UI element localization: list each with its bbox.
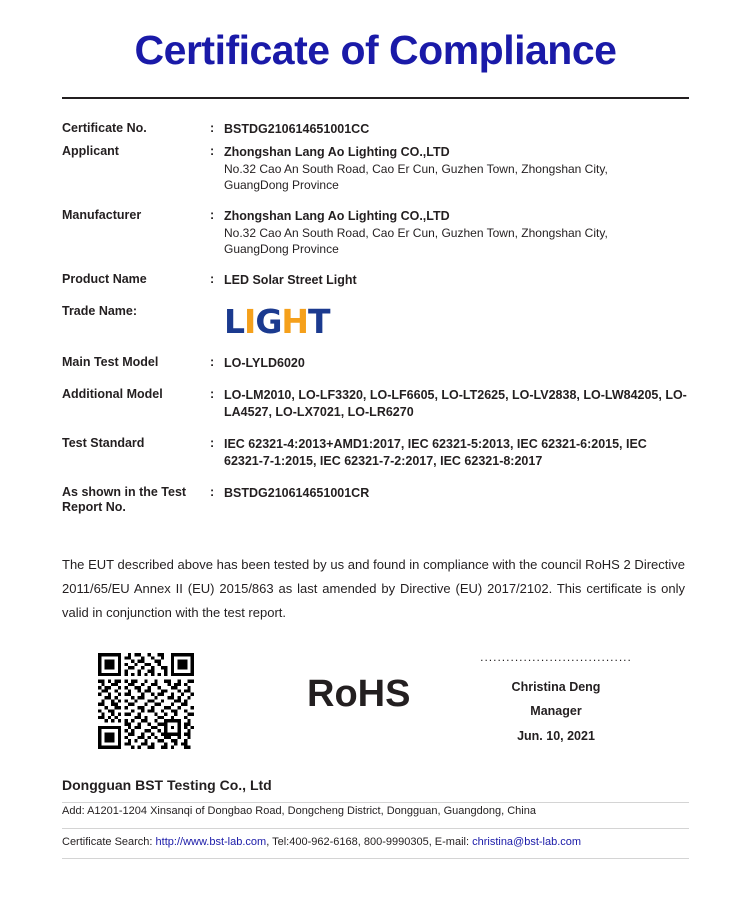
field-value <box>224 205 689 260</box>
spacer <box>62 473 689 482</box>
field-value-main: Zhongshan Lang Ao Lighting CO.,LTD <box>224 209 450 224</box>
field-row-test-standard <box>62 433 689 473</box>
field-colon: : <box>210 272 215 287</box>
signatory-position: Manager <box>530 704 582 719</box>
logo-letter-i: I <box>244 302 256 342</box>
field-label: Product Name <box>62 272 147 287</box>
spacer <box>62 424 689 433</box>
logo-letter-l: L <box>224 302 245 342</box>
spacer <box>62 292 689 301</box>
field-value: BSTDG210614651001CC <box>224 122 370 137</box>
bottom-block <box>62 651 689 771</box>
logo-letter-h: H <box>281 302 309 342</box>
spacer <box>62 375 689 384</box>
search-email-link[interactable]: christina@bst-lab.com <box>472 835 582 848</box>
search-url-link[interactable]: http://www.bst-lab.com <box>155 835 267 848</box>
field-row-applicant <box>62 141 689 196</box>
field-label: Main Test Model <box>62 355 159 370</box>
signatory-name: Christina Deng <box>511 680 601 695</box>
field-colon: : <box>210 484 215 499</box>
field-colon: : <box>210 143 215 158</box>
field-label: Trade Name: <box>62 304 138 319</box>
field-value: LO-LYLD6020 <box>224 356 305 371</box>
spacer <box>62 196 689 205</box>
logo-letter-t: T <box>308 302 330 342</box>
field-value-address: No.32 Cao An South Road, Cao Er Cun, Guzhen Town, Zhongshan City, GuangDong Province <box>224 161 608 193</box>
footer-divider-mid <box>62 828 689 829</box>
field-label: Certificate No. <box>62 121 147 136</box>
field-value <box>224 301 689 343</box>
field-row-product-name <box>62 269 689 292</box>
issue-date: Jun. 10, 2021 <box>517 728 595 743</box>
field-label: Additional Model <box>62 387 163 402</box>
field-colon <box>210 301 224 343</box>
field-label: As shown in the Test Report No. <box>62 484 187 515</box>
field-value: IEC 62321-4:2013+AMD1:2017, IEC 62321-5:2013, IEC 62321-6:2015, IEC 62321-7-1:2015, IEC 62321-7-2:2017, IEC 62321-8:2017 <box>224 436 647 468</box>
field-value: LED Solar Street Light <box>224 273 357 288</box>
field-value: LO-LM2010, LO-LF3320, LO-LF6605, LO-LT2625, LO-LV2838, LO-LW84205, LO-LA4527, LO-LX7021, LO-LR6270 <box>224 388 687 420</box>
field-colon: : <box>210 208 215 223</box>
spacer <box>62 260 689 269</box>
field-colon: : <box>210 387 215 402</box>
field-row-additional-model <box>62 384 689 424</box>
qr-code <box>98 653 194 749</box>
field-row-test-report-no <box>62 482 689 519</box>
rohs-mark: RoHS <box>307 673 411 716</box>
spacer <box>62 343 689 352</box>
signature-block <box>441 651 671 748</box>
footer-address: Add: A1201-1204 Xinsanqi of Dongbao Road, Dongcheng District, Dongguan, Guangdong, China <box>62 805 536 818</box>
title-divider <box>62 97 689 99</box>
field-value <box>224 141 689 196</box>
trade-name-logo <box>224 304 330 340</box>
page-title: Certificate of Compliance <box>134 27 617 73</box>
footer-divider-bottom <box>62 858 689 859</box>
field-row-manufacturer <box>62 205 689 260</box>
signature-line: ................................... <box>480 650 632 665</box>
search-tel: , Tel:400-962-6168, 800-9990305, E-mail: <box>266 835 473 848</box>
field-label: Manufacturer <box>62 208 142 223</box>
field-colon: : <box>210 121 215 136</box>
field-label: Applicant <box>62 143 119 158</box>
search-label: Certificate Search: <box>62 835 156 848</box>
footer-certificate-search <box>62 834 689 852</box>
field-value-address: No.32 Cao An South Road, Cao Er Cun, Guzhen Town, Zhongshan City, GuangDong Province <box>224 226 608 257</box>
field-row-trade-name <box>62 301 689 343</box>
field-row-certificate-no <box>62 118 689 141</box>
field-colon: : <box>210 355 215 370</box>
field-row-main-test-model <box>62 352 689 375</box>
footer-company-name: Dongguan BST Testing Co., Ltd <box>62 777 272 794</box>
compliance-statement: The EUT described above has been tested by us and found in compliance with the council RoHS 2 Directive 2011/65/EU Annex II (EU) 2015/863 as last amended by Directive (EU) 2017/2102. This certificate is only valid in conjunction with the test report. <box>62 556 685 621</box>
certificate-fields <box>62 113 689 519</box>
footer <box>62 777 689 859</box>
field-value-main: Zhongshan Lang Ao Lighting CO.,LTD <box>224 144 450 159</box>
field-label: Test Standard <box>62 435 145 450</box>
field-value: BSTDG210614651001CR <box>224 485 370 500</box>
logo-letter-g: G <box>255 302 282 342</box>
field-colon: : <box>210 435 215 450</box>
certificate-page <box>0 28 751 904</box>
